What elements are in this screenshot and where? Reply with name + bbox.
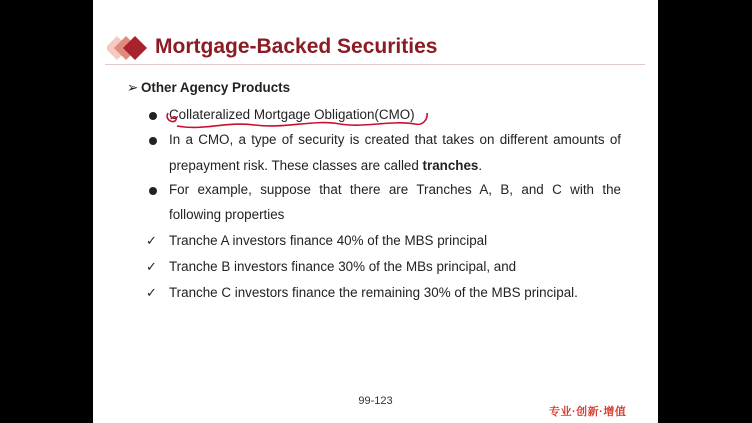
bullet-cmo-description-line1: In a CMO, a type of security is created that takes on different amounts of xyxy=(169,132,621,147)
brand-slogan: 专业·创新·增值 xyxy=(549,406,627,418)
section-heading xyxy=(127,80,290,96)
title-divider xyxy=(105,64,645,65)
bullet-example-line2: following properties xyxy=(169,207,285,222)
description-period: . xyxy=(478,158,483,173)
tranches-term: tranches xyxy=(422,158,479,173)
tranche-c-item: Tranche C investors finance the remaining 30% of the MBS principal. xyxy=(169,285,578,300)
checkmark-icon: ✓ xyxy=(146,259,157,274)
bullet-dot-icon xyxy=(149,137,157,145)
bullet-cmo-description-line2 xyxy=(169,158,482,173)
handwritten-underline-annotation xyxy=(165,107,435,133)
tranche-a-item: Tranche A investors finance 40% of the MBS principal xyxy=(169,233,488,248)
page-number: 99-123 xyxy=(358,395,393,407)
diamond-logo-icon xyxy=(107,36,151,60)
arrow-marker-icon: ➢ xyxy=(127,80,139,95)
bullet-dot-icon xyxy=(149,112,157,120)
bullet-example-line1: For example, suppose that there are Tranches A, B, and C with the xyxy=(169,182,621,197)
slide-title: Mortgage-Backed Securities xyxy=(155,35,438,58)
bullet-dot-icon xyxy=(149,187,157,195)
tranche-b-item: Tranche B investors finance 30% of the MBs principal, and xyxy=(169,259,517,274)
description-text: prepayment risk. These classes are called xyxy=(169,158,423,173)
slide xyxy=(93,0,658,423)
section-heading-text: Other Agency Products xyxy=(141,80,291,95)
bullet-cmo: Collateralized Mortgage Obligation(CMO) xyxy=(169,107,415,122)
checkmark-icon: ✓ xyxy=(146,233,157,248)
checkmark-icon: ✓ xyxy=(146,285,157,300)
